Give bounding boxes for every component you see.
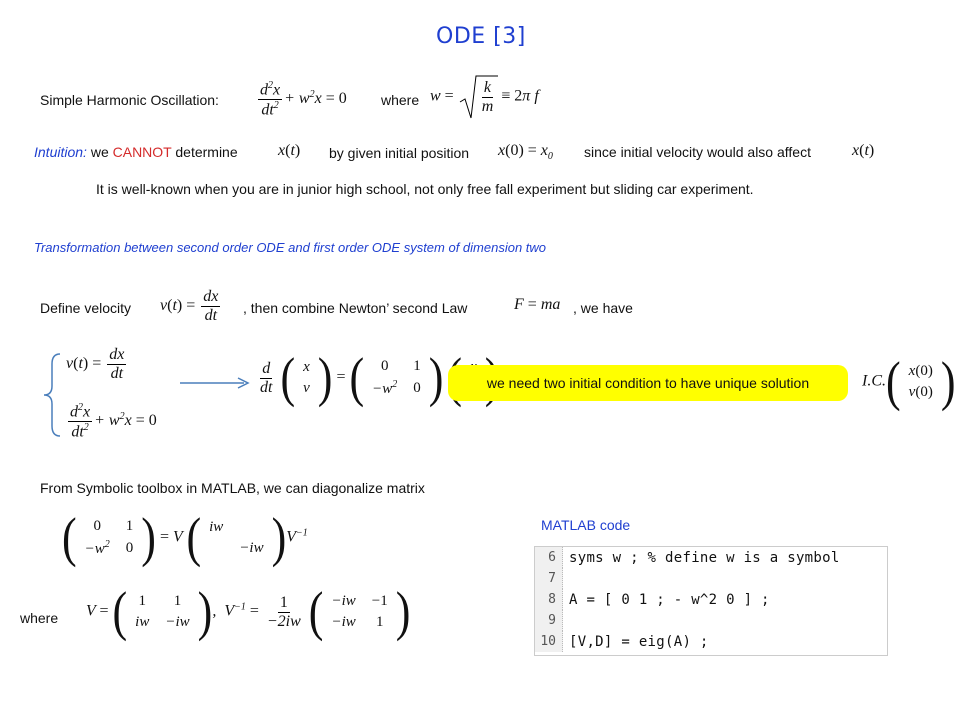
where-bottom: where xyxy=(20,610,59,626)
initial-conditions: I.C. ( x(0) v(0) ) xyxy=(862,350,956,412)
brace-icon xyxy=(40,350,64,440)
code-line xyxy=(535,568,887,589)
sho-equation: $\frac{d^2x}{dt^2}$ + $w^2x = 0$ xyxy=(260,80,347,119)
code-line xyxy=(535,610,887,631)
code-text: [V,D] = eig(A) ; xyxy=(569,633,709,650)
x-of-t-1: x(t) xyxy=(278,142,301,159)
system-eq-1: v(t) = $\frac{dx}{dt}$ xyxy=(66,346,125,382)
line-number: 7 xyxy=(535,568,563,589)
arrow-right-icon xyxy=(178,376,252,390)
intuition-cannot: CANNOT xyxy=(112,144,172,160)
omega-equation: w = $\frac{k}{m}$ ≡ 2π f xyxy=(430,72,539,122)
line-number: 10 xyxy=(535,631,563,652)
line-number: 8 xyxy=(535,589,563,610)
code-text: syms w ; % define w is a symbol xyxy=(569,549,840,566)
where-label: where xyxy=(381,92,420,108)
newton-law: F = ma xyxy=(514,296,561,313)
eigenvector-matrix: V = ( 1 1 iw −iw ) , $V^{-1}$ = $\frac{1}{-2iw}$ ( −iw −1 −iw 1 ) xyxy=(86,580,411,642)
then-combine: , then combine Newton’ second Law xyxy=(243,300,468,316)
line-number: 6 xyxy=(535,547,563,568)
code-line xyxy=(535,547,887,568)
intuition-line xyxy=(34,144,238,160)
transformation-heading: Transformation between second order ODE and first order ODE system of dimension two xyxy=(34,240,547,255)
intuition-label: Intuition: xyxy=(34,144,87,160)
code-line xyxy=(535,589,887,610)
line-number: 9 xyxy=(535,610,563,631)
code-line xyxy=(535,631,887,652)
matrix-system: $\frac{d}{dt}$ ( x v ) = ( 0 1 $-w^2$ 0 ) xyxy=(260,346,444,408)
define-velocity: Define velocity xyxy=(40,300,132,316)
callout-box xyxy=(448,365,848,401)
callout-text: we need two initial condition to have unique solution xyxy=(486,375,810,391)
symbolic-text: From Symbolic toolbox in MATLAB, we can diagonalize matrix xyxy=(40,480,425,496)
system-eq-2: $\frac{d^2x}{dt^2}$ + $w^2x = 0$ xyxy=(70,402,157,441)
intuition-since: since initial velocity would also affect xyxy=(584,144,811,160)
intuition-by: by given initial position xyxy=(329,145,470,161)
x-of-t-2: x(t) xyxy=(852,142,875,159)
velocity-def: v(t) = $\frac{dx}{dt}$ xyxy=(160,288,219,324)
wellknown-text: It is well-known when you are in junior high school, not only free fall experiment but sliding car experiment. xyxy=(96,181,754,197)
sho-label: Simple Harmonic Oscillation: xyxy=(40,92,219,108)
initial-position: $x(0) = x_0$ xyxy=(498,142,553,163)
intuition-determine: determine xyxy=(175,144,238,160)
matlab-code-label: MATLAB code xyxy=(541,517,631,533)
code-text: A = [ 0 1 ; - w^2 0 ] ; xyxy=(569,591,770,608)
we-have: , we have xyxy=(573,300,633,316)
diagonalization-eq: ( 0 1 $-w^2$ 0 ) = V ( iw −iw ) $V^{-1}$ xyxy=(62,506,308,568)
intuition-we: we xyxy=(90,144,109,160)
code-box xyxy=(534,546,888,656)
slide-title: ODE [3] xyxy=(436,24,526,49)
